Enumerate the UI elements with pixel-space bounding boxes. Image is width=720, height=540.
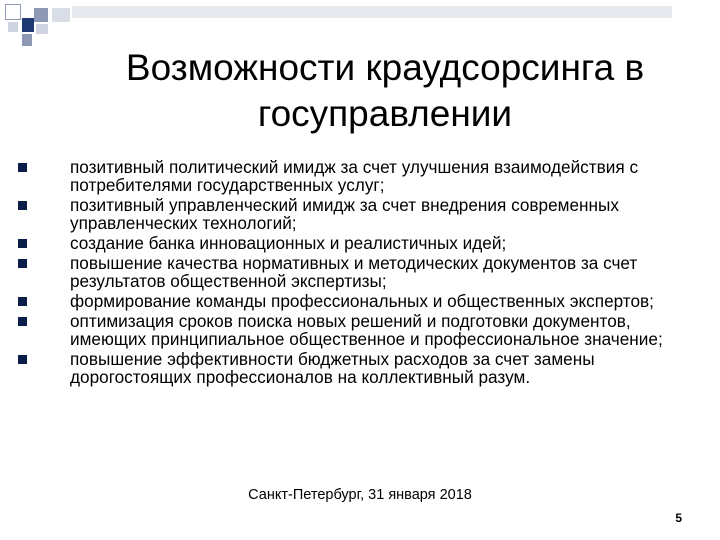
square-bullet-icon [18,201,27,210]
square-bullet-icon [18,297,27,306]
list-item-text: позитивный управленческий имидж за счет внедрения современных управленческих технологий; [70,195,619,233]
deco-square [72,6,672,18]
list-item-text: позитивный политический имидж за счет улучшения взаимодействия с потребителями государственных услуг; [70,157,639,195]
square-bullet-icon [18,317,27,326]
deco-square [34,8,48,22]
slide-footer: Санкт-Петербург, 31 января 2018 [248,487,472,503]
slide-title: Возможности краудсорсинга в госуправлении [125,47,645,134]
page-number: 5 [675,511,682,525]
square-bullet-icon [18,163,27,172]
deco-square [22,18,34,32]
square-bullet-icon [18,355,27,364]
list-item [18,158,708,194]
square-bullet-icon [18,239,27,248]
deco-square [8,22,18,32]
list-item-text: повышение эффективности бюджетных расходов за счет замены дорогостоящих профессионалов на коллективный разум. [70,349,595,387]
list-item [18,312,708,348]
deco-square [5,4,21,20]
list-item-text: повышение качества нормативных и методических документов за счет результатов общественной экспертизы; [70,253,638,291]
list-item-text: создание банка инновационных и реалистичных идей; [70,233,507,253]
deco-square [22,34,32,46]
list-item [18,234,708,252]
list-item [18,196,708,232]
list-item [18,254,708,290]
list-item-text: формирование команды профессиональных и общественных экспертов; [70,291,654,311]
list-item [18,350,708,386]
square-bullet-icon [18,259,27,268]
decorative-squares [0,0,720,50]
deco-square [52,8,70,22]
bullet-list [18,158,708,388]
deco-square [36,24,48,34]
list-item [18,292,708,310]
list-item-text: оптимизация сроков поиска новых решений и подготовки документов, имеющих принципиальное общественное и профессиональное значение; [70,311,663,349]
